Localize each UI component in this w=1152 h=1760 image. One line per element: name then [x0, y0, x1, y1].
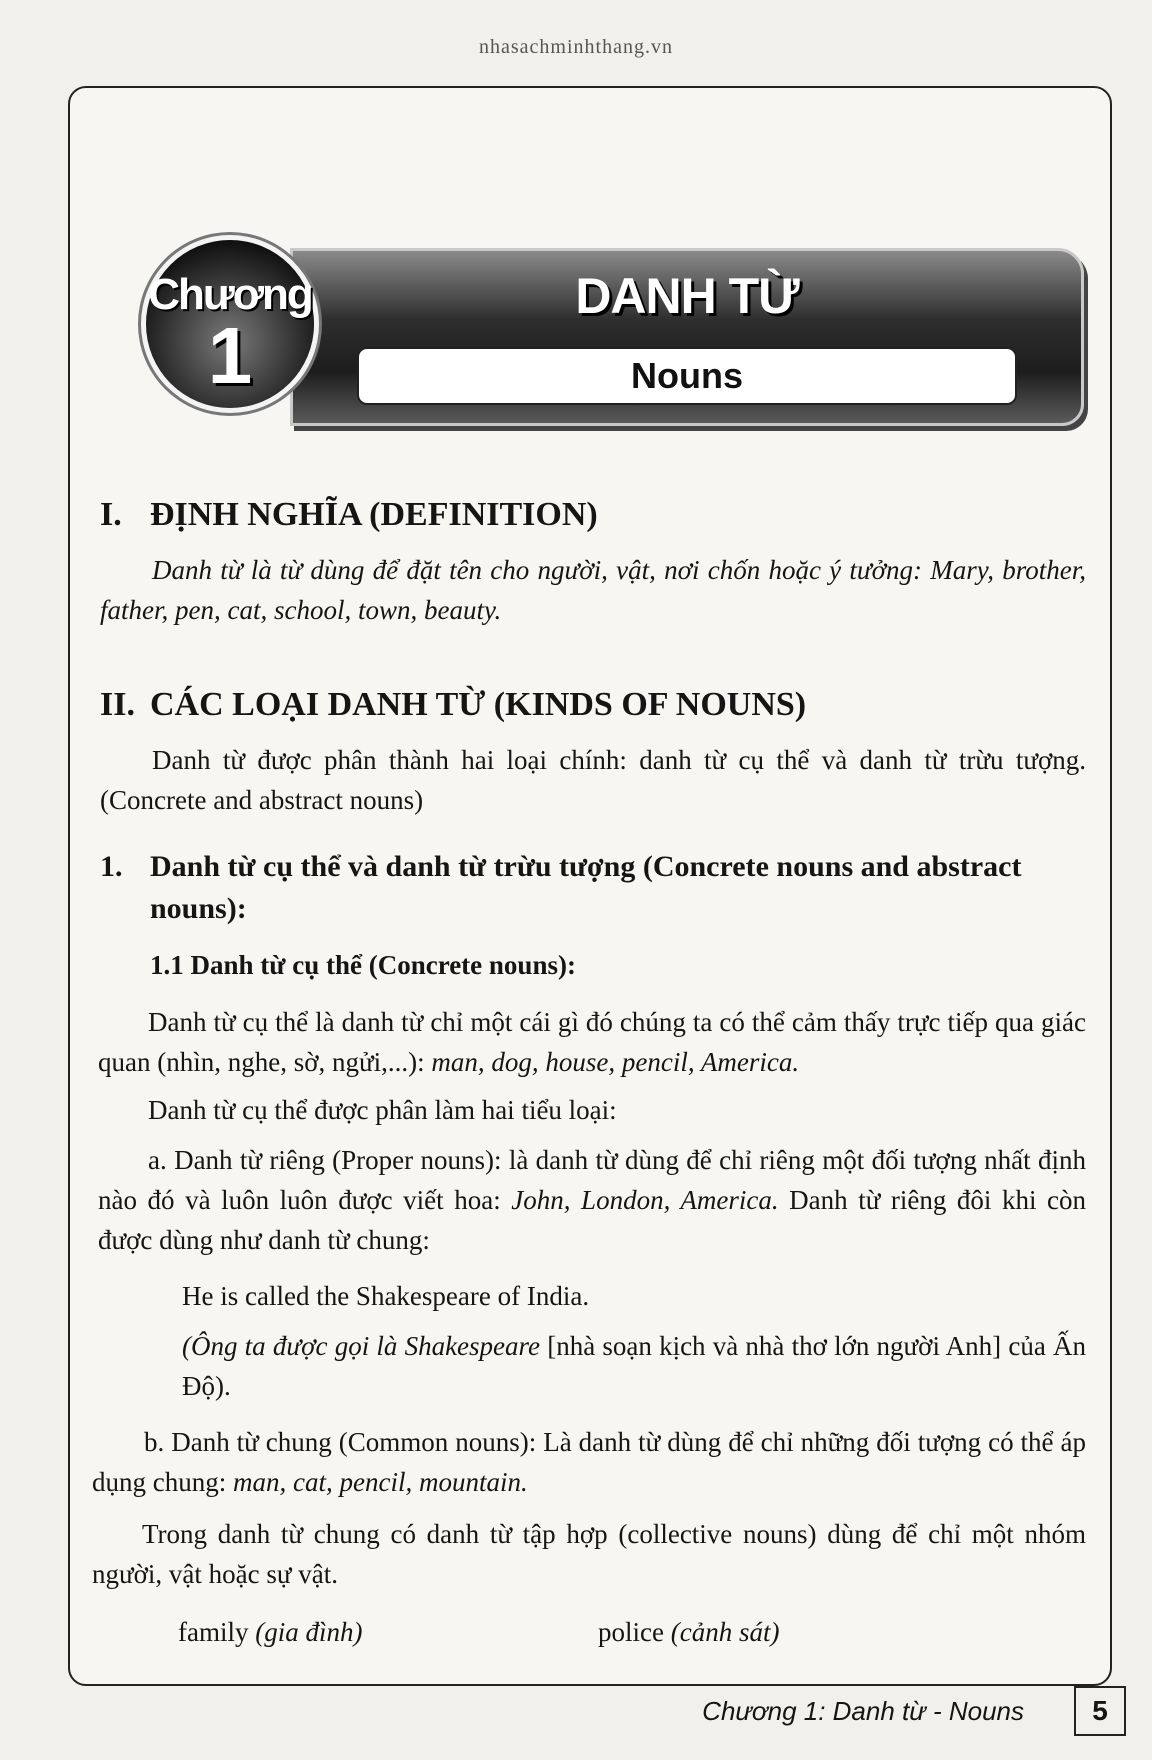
proper-nouns-text: a. Danh từ riêng (Proper nouns): là danh từ dùng để chỉ riêng một đối tượng nhất định nào đó và luôn luôn được viết hoa: [98, 1145, 1086, 1215]
section-2-intro: Danh từ được phân thành hai loại chính: danh từ cụ thể và danh từ trừu tượng. (Concrete and abstract nouns) [100, 745, 1086, 815]
collective-example-2-word: police [598, 1617, 664, 1647]
concrete-examples: man, dog, house, pencil, America. [431, 1047, 800, 1077]
section-2-number: II. [100, 686, 135, 723]
collective-example-2-translation: (cảnh sát) [670, 1617, 780, 1647]
proper-nouns-paragraph [98, 1140, 1086, 1260]
page-number: 5 [1074, 1686, 1126, 1736]
example-translation-italic: (Ông ta được gọi là Shakespeare [182, 1331, 541, 1361]
chapter-number: 1 [207, 311, 253, 400]
section-1-definition: Danh từ là từ dùng để đặt tên cho người, vật, nơi chốn hoặc ý tưởng: Mary, brother, father, pen, cat, school, town, beauty. [100, 555, 1086, 625]
proper-nouns-examples: John, London, America. [511, 1185, 779, 1215]
section-1-heading [100, 496, 598, 534]
common-nouns-text: b. Danh từ chung (Common nouns): Là danh từ dùng để chỉ những đối tượng có thể áp dụng chung: [92, 1427, 1086, 1497]
common-nouns-paragraph [92, 1422, 1086, 1502]
collective-example-1-word: family [178, 1617, 249, 1647]
collective-example-1-translation: (gia đình) [255, 1617, 363, 1647]
common-nouns-examples: man, cat, pencil, mountain. [233, 1467, 528, 1497]
section-2-heading [100, 686, 806, 724]
subsection-1-1-title: 1.1 Danh từ cụ thể (Concrete nouns): [150, 950, 576, 980]
subsection-1-number: 1. [100, 850, 123, 883]
chapter-badge [146, 240, 314, 408]
chapter-banner [290, 248, 1084, 426]
subsection-1-title: Danh từ cụ thể và danh từ trừu tượng (Concrete nouns and abstract nouns): [150, 850, 1022, 925]
chapter-subtitle: Nouns [357, 347, 1017, 405]
chapter-title: DANH TỪ [575, 268, 799, 324]
collective-nouns-paragraph: Trong danh từ chung có danh từ tập hợp (collective nouns) dùng để chỉ một nhóm người, vật hoặc sự vật. [92, 1519, 1086, 1589]
section-2-title: CÁC LOẠI DANH TỪ (KINDS OF NOUNS) [150, 686, 807, 723]
site-header: nhasachminhthang.vn [479, 36, 673, 58]
example-sentence: He is called the Shakespeare of India. [182, 1281, 590, 1311]
collective-example-2 [598, 1612, 779, 1652]
concrete-subtypes: Danh từ cụ thể được phân làm hai tiểu loại: [148, 1095, 617, 1125]
concrete-definition [98, 1002, 1086, 1082]
example-translation-rest: [nhà soạn kịch và nhà thơ lớn người Anh] của Ấn Độ). [182, 1331, 1087, 1401]
section-1-number: I. [100, 496, 122, 533]
collective-example-1 [178, 1612, 362, 1652]
chapter-word: Chương [148, 270, 312, 319]
example-translation [182, 1326, 1086, 1406]
running-footer: Chương 1: Danh từ - Nouns [702, 1696, 1024, 1726]
section-1-title: ĐỊNH NGHĨA (DEFINITION) [150, 496, 598, 533]
concrete-definition-text: Danh từ cụ thể là danh từ chỉ một cái gì đó chúng ta có thể cảm thấy trực tiếp qua giác quan (nhìn, nghe, sờ, ngửi,...): [98, 1007, 1086, 1077]
proper-nouns-text-2: Danh từ riêng đôi khi còn được dùng như danh từ chung: [98, 1185, 1087, 1255]
